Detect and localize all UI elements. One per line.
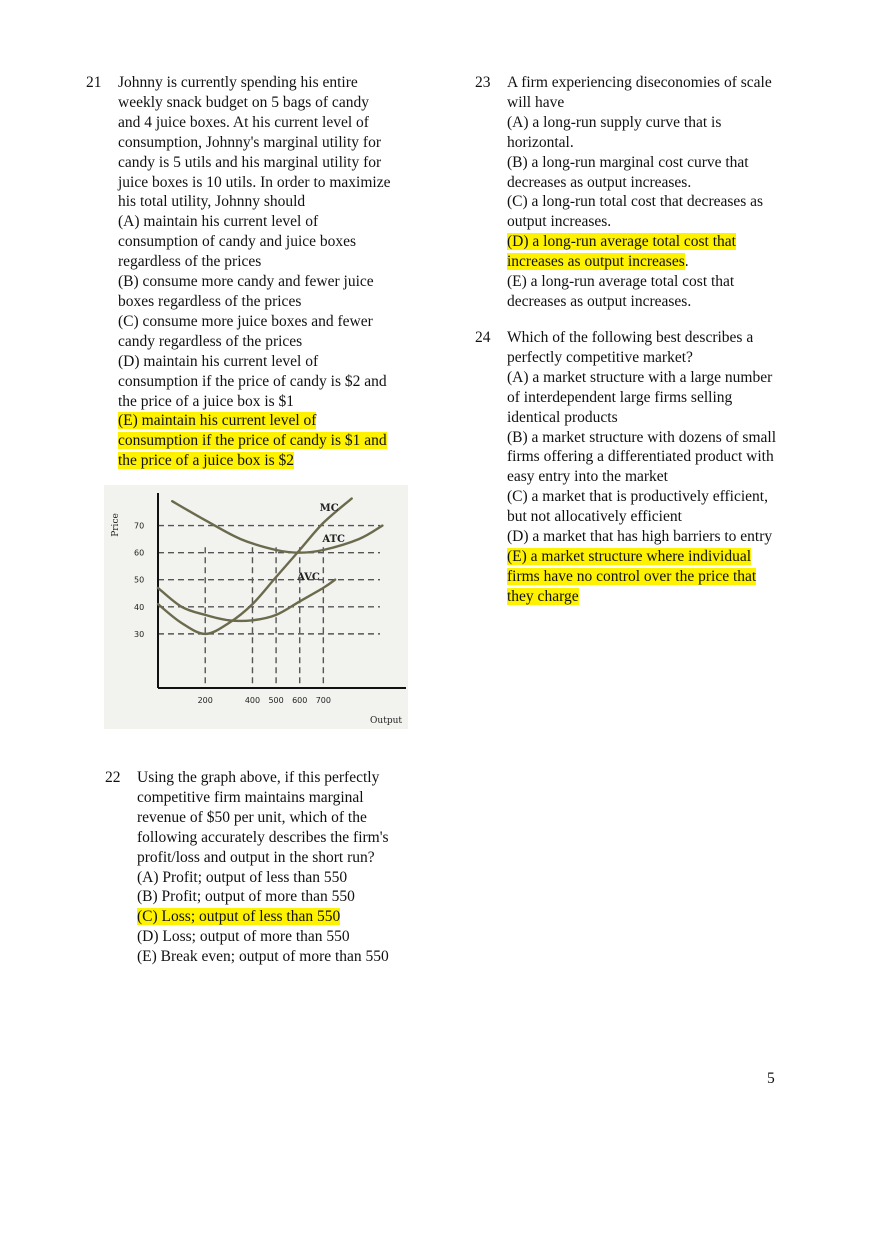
answer-option-b: (B) Profit; output of more than 550 <box>137 888 355 906</box>
question-number: 21 <box>86 74 102 91</box>
answer-option-b: easy entry into the market <box>507 468 668 486</box>
y-tick-label: 30 <box>134 629 145 639</box>
question-text: A firm experiencing diseconomies of scale <box>507 74 772 91</box>
highlighted-answer-e: consumption if the price of candy is $1 and <box>118 432 387 450</box>
highlighted-answer-e: the price of a juice box is $2 <box>118 452 295 470</box>
answer-option-d: (D) a market that has high barriers to entry <box>507 528 773 546</box>
question-number: 22 <box>105 769 121 786</box>
question-text: following accurately describes the firm's <box>137 828 389 846</box>
answer-option-e: decreases as output increases. <box>507 292 692 310</box>
answer-option-b: firms offering a differentiated product with <box>507 448 774 466</box>
mc-label: MC <box>319 503 339 514</box>
answer-option-a: (A) Profit; output of less than 550 <box>137 868 348 886</box>
highlighted-answer-e: (E) a market structure where individual <box>507 547 752 565</box>
question-text: profit/loss and output in the short run? <box>137 848 375 866</box>
x-tick-label: 200 <box>197 696 213 705</box>
question-23 <box>475 73 820 312</box>
answer-option-d: (D) maintain his current level of <box>118 352 319 370</box>
answer-option-a: (A) a market structure with a large number <box>507 368 773 386</box>
x-tick-label: 600 <box>292 696 308 705</box>
question-text: competitive firm maintains marginal <box>137 788 364 806</box>
answer-option-b: (B) a market structure with dozens of small <box>507 428 777 446</box>
answer-option-d: the price of a juice box is $1 <box>118 392 295 410</box>
highlighted-answer-e: (E) maintain his current level of <box>118 412 317 430</box>
question-21 <box>86 73 436 471</box>
answer-period: . <box>684 253 689 271</box>
question-24 <box>475 328 820 607</box>
answer-option-d: consumption if the price of candy is $2 and <box>118 372 387 390</box>
question-text: and 4 juice boxes. At his current level of <box>118 113 369 131</box>
avc-curve <box>158 580 335 621</box>
question-text: revenue of $50 per unit, which of the <box>137 808 367 826</box>
question-text: his total utility, Johnny should <box>118 193 306 211</box>
avc-label: AVC <box>297 572 320 583</box>
question-text: weekly snack budget on 5 bags of candy <box>118 93 369 111</box>
answer-option-c: (C) a long-run total cost that decreases as <box>507 193 764 211</box>
page-number: 5 <box>767 1070 775 1087</box>
question-number: 23 <box>475 74 491 91</box>
answer-option-b: (B) a long-run marginal cost curve that <box>507 153 749 171</box>
answer-option-c: candy regardless of the prices <box>118 332 303 350</box>
answer-option-c: (C) a market that is productively efficient, <box>507 488 768 506</box>
answer-option-a: regardless of the prices <box>118 253 262 271</box>
answer-option-b: (B) consume more candy and fewer juice <box>118 273 374 291</box>
answer-option-b: decreases as output increases. <box>507 173 692 191</box>
answer-option-a: (A) maintain his current level of <box>118 213 319 231</box>
answer-option-a: (A) a long-run supply curve that is <box>507 113 722 131</box>
highlighted-answer-d: (D) a long-run average total cost that <box>507 233 736 251</box>
answer-option-e: (E) a long-run average total cost that <box>507 273 735 291</box>
atc-curve <box>172 501 382 553</box>
answer-option-b: boxes regardless of the prices <box>118 292 302 310</box>
y-tick-label: 60 <box>134 548 145 558</box>
atc-label: ATC <box>322 534 346 545</box>
answer-option-c: output increases. <box>507 213 612 231</box>
question-text: Which of the following best describes a <box>507 329 754 346</box>
question-text: Using the graph above, if this perfectly <box>137 769 380 786</box>
question-text: consumption, Johnny's marginal utility for <box>118 133 381 151</box>
x-tick-label: 400 <box>244 696 261 705</box>
y-tick-label: 70 <box>134 521 145 531</box>
answer-option-a: horizontal. <box>507 133 574 151</box>
question-22 <box>105 768 435 967</box>
mc-curve <box>158 499 352 634</box>
answer-option-d: (D) Loss; output of more than 550 <box>137 928 350 946</box>
y-tick-label: 40 <box>134 602 145 612</box>
question-text: candy is 5 utils and his marginal utility for <box>118 153 382 171</box>
answer-option-c: but not allocatively efficient <box>507 508 682 526</box>
y-tick-label: 50 <box>134 575 145 585</box>
cost-curves-graph <box>104 485 408 729</box>
answer-option-a: of interdependent large firms selling <box>507 388 733 406</box>
question-text: juice boxes is 10 utils. In order to maximize <box>118 173 391 191</box>
question-body <box>507 73 820 312</box>
highlighted-answer-c: (C) Loss; output of less than 550 <box>137 908 341 926</box>
question-body <box>118 73 436 471</box>
highlighted-answer-d: increases as output increases <box>507 253 685 271</box>
question-text: Johnny is currently spending his entire <box>118 74 358 91</box>
question-body <box>137 768 435 967</box>
answer-option-e: (E) Break even; output of more than 550 <box>137 948 389 966</box>
highlighted-answer-e: firms have no control over the price that <box>507 567 757 585</box>
y-axis-title: Price <box>111 513 121 537</box>
question-body <box>507 328 820 607</box>
x-axis-title: Output <box>370 716 402 726</box>
x-tick-label: 700 <box>315 696 331 705</box>
answer-option-c: (C) consume more juice boxes and fewer <box>118 312 373 330</box>
question-text: will have <box>507 93 565 111</box>
answer-option-a: consumption of candy and juice boxes <box>118 233 357 251</box>
answer-option-a: identical products <box>507 408 618 426</box>
x-tick-label: 500 <box>268 696 284 705</box>
question-text: perfectly competitive market? <box>507 348 693 366</box>
question-number: 24 <box>475 329 491 346</box>
highlighted-answer-e: they charge <box>507 587 579 605</box>
cost-curves-chart <box>104 485 408 729</box>
